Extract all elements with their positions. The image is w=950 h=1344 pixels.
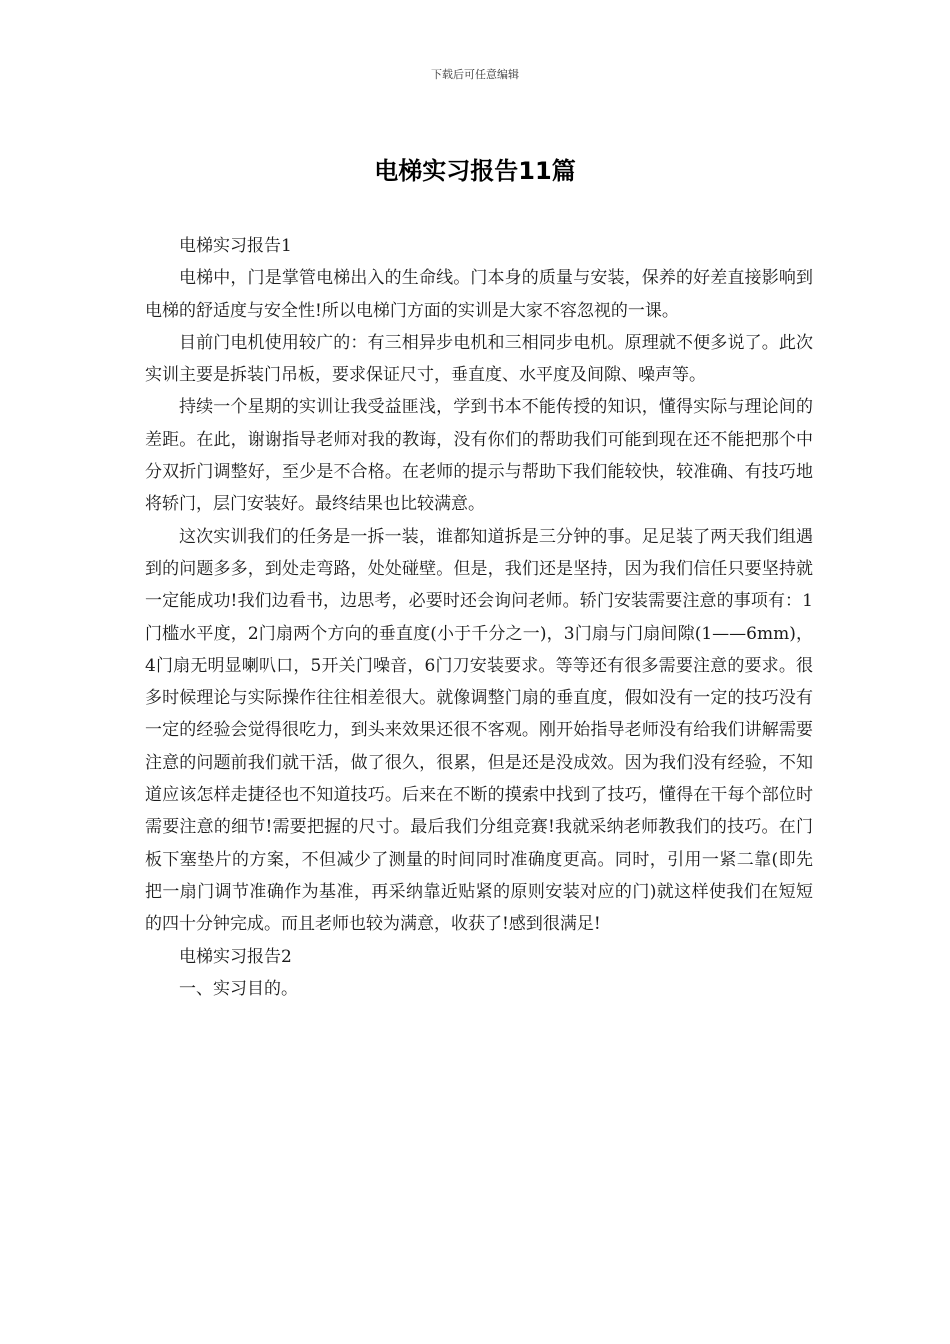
document-body [145, 230, 813, 1005]
paragraph: 一、实习目的。 [179, 978, 298, 999]
paragraph: 电梯中，门是掌管电梯出入的生命线。门本身的质量与安装，保养的好差直接影响到电梯的舒适度与安全性!所以电梯门方面的实训是大家不容忽视的一课。 [145, 268, 813, 321]
paragraph: 持续一个星期的实训让我受益匪浅，学到书本不能传授的知识，懂得实际与理论间的差距。在此，谢谢指导老师对我的教诲，没有你们的帮助我们可能到现在还不能把那个中分双折门调整好，至少是不合格。在老师的提示与帮助下我们能较快，较准确、有技巧地将轿门，层门安装好。最终结果也比较满意。 [145, 397, 813, 515]
header-note: 下载后可任意编辑 [431, 68, 519, 81]
section-heading-2: 电梯实习报告2 [179, 946, 292, 967]
paragraph: 目前门电机使用较广的：有三相异步电机和三相同步电机。原理就不便多说了。此次实训主要是拆装门吊板，要求保证尺寸，垂直度、水平度及间隙、噪声等。 [145, 332, 813, 386]
paragraph: 这次实训我们的任务是一拆一装，谁都知道拆是三分钟的事。足足装了两天我们组遇到的问题多多，到处走弯路，处处碰壁。但是，我们还是坚持，因为我们信任只要坚持就一定能成功!我们边看书，边思考，必要时还会询问老师。轿门安装需要注意的事项有：1门槛水平度，2门扇两个方向的垂直度(小于千分之一)，3门扇与门扇间隙(1——6mm)，4门扇无明显喇叭口，5开关门噪音，6门刀安装要求。等等还有很多需要注意的要求。很多时候理论与实际操作往往相差很大。就像调整门扇的垂直度，假如没有一定的技巧没有一定的经验会觉得很吃力，到头来效果还很不客观。刚开始指导老师没有给我们讲解需要注意的问题前我们就干活，做了很久，很累，但是还是没成效。因为我们没有经验，不知道应该怎样走捷径也不知道技巧。后来在不断的摸索中找到了技巧，懂得在干每个部位时需要注意的细节!需要把握的尺寸。最后我们分组竞赛!我就采纳老师教我们的技巧。在门板下塞垫片的方案，不但减少了测量的时间同时准确度更高。同时，引用一紧二靠(即先把一扇门调节准确作为基准，再采纳靠近贴紧的原则安装对应的门)就这样使我们在短短的四十分钟完成。而且老师也较为满意，收获了!感到很满足! [145, 526, 813, 935]
document-title: 电梯实习报告11篇 [374, 157, 576, 185]
section-heading-1: 电梯实习报告1 [179, 236, 292, 256]
